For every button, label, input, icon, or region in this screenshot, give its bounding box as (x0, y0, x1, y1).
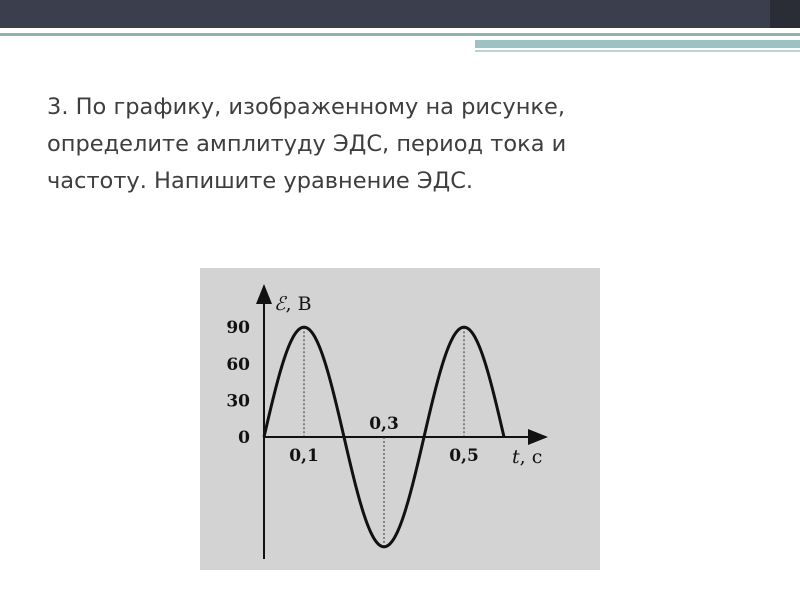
y-tick-label: 90 (226, 318, 250, 339)
x-tick-label: 0,3 (369, 414, 399, 434)
title-bar-corner (770, 0, 800, 28)
y-axis-label: ℰ, В (274, 293, 312, 315)
question-text: 3. По графику, изображенному на рисунке, определите амплитуду ЭДС, период тока и частоту. Напишите уравнение ЭДС. (47, 94, 567, 194)
accent-block (475, 40, 800, 48)
accent-line (0, 33, 800, 36)
x-tick-label: 0,1 (289, 446, 319, 466)
x-axis-label: t, с (512, 446, 543, 468)
y-tick-label: 30 (226, 391, 250, 412)
y-tick-label: 0 (238, 428, 250, 448)
title-bar (0, 0, 800, 28)
y-tick-label: 60 (226, 354, 250, 375)
accent-line-thin (475, 50, 800, 52)
x-tick-label: 0,5 (449, 446, 479, 466)
emf-chart (200, 268, 600, 570)
emf-graph-figure (200, 268, 600, 570)
